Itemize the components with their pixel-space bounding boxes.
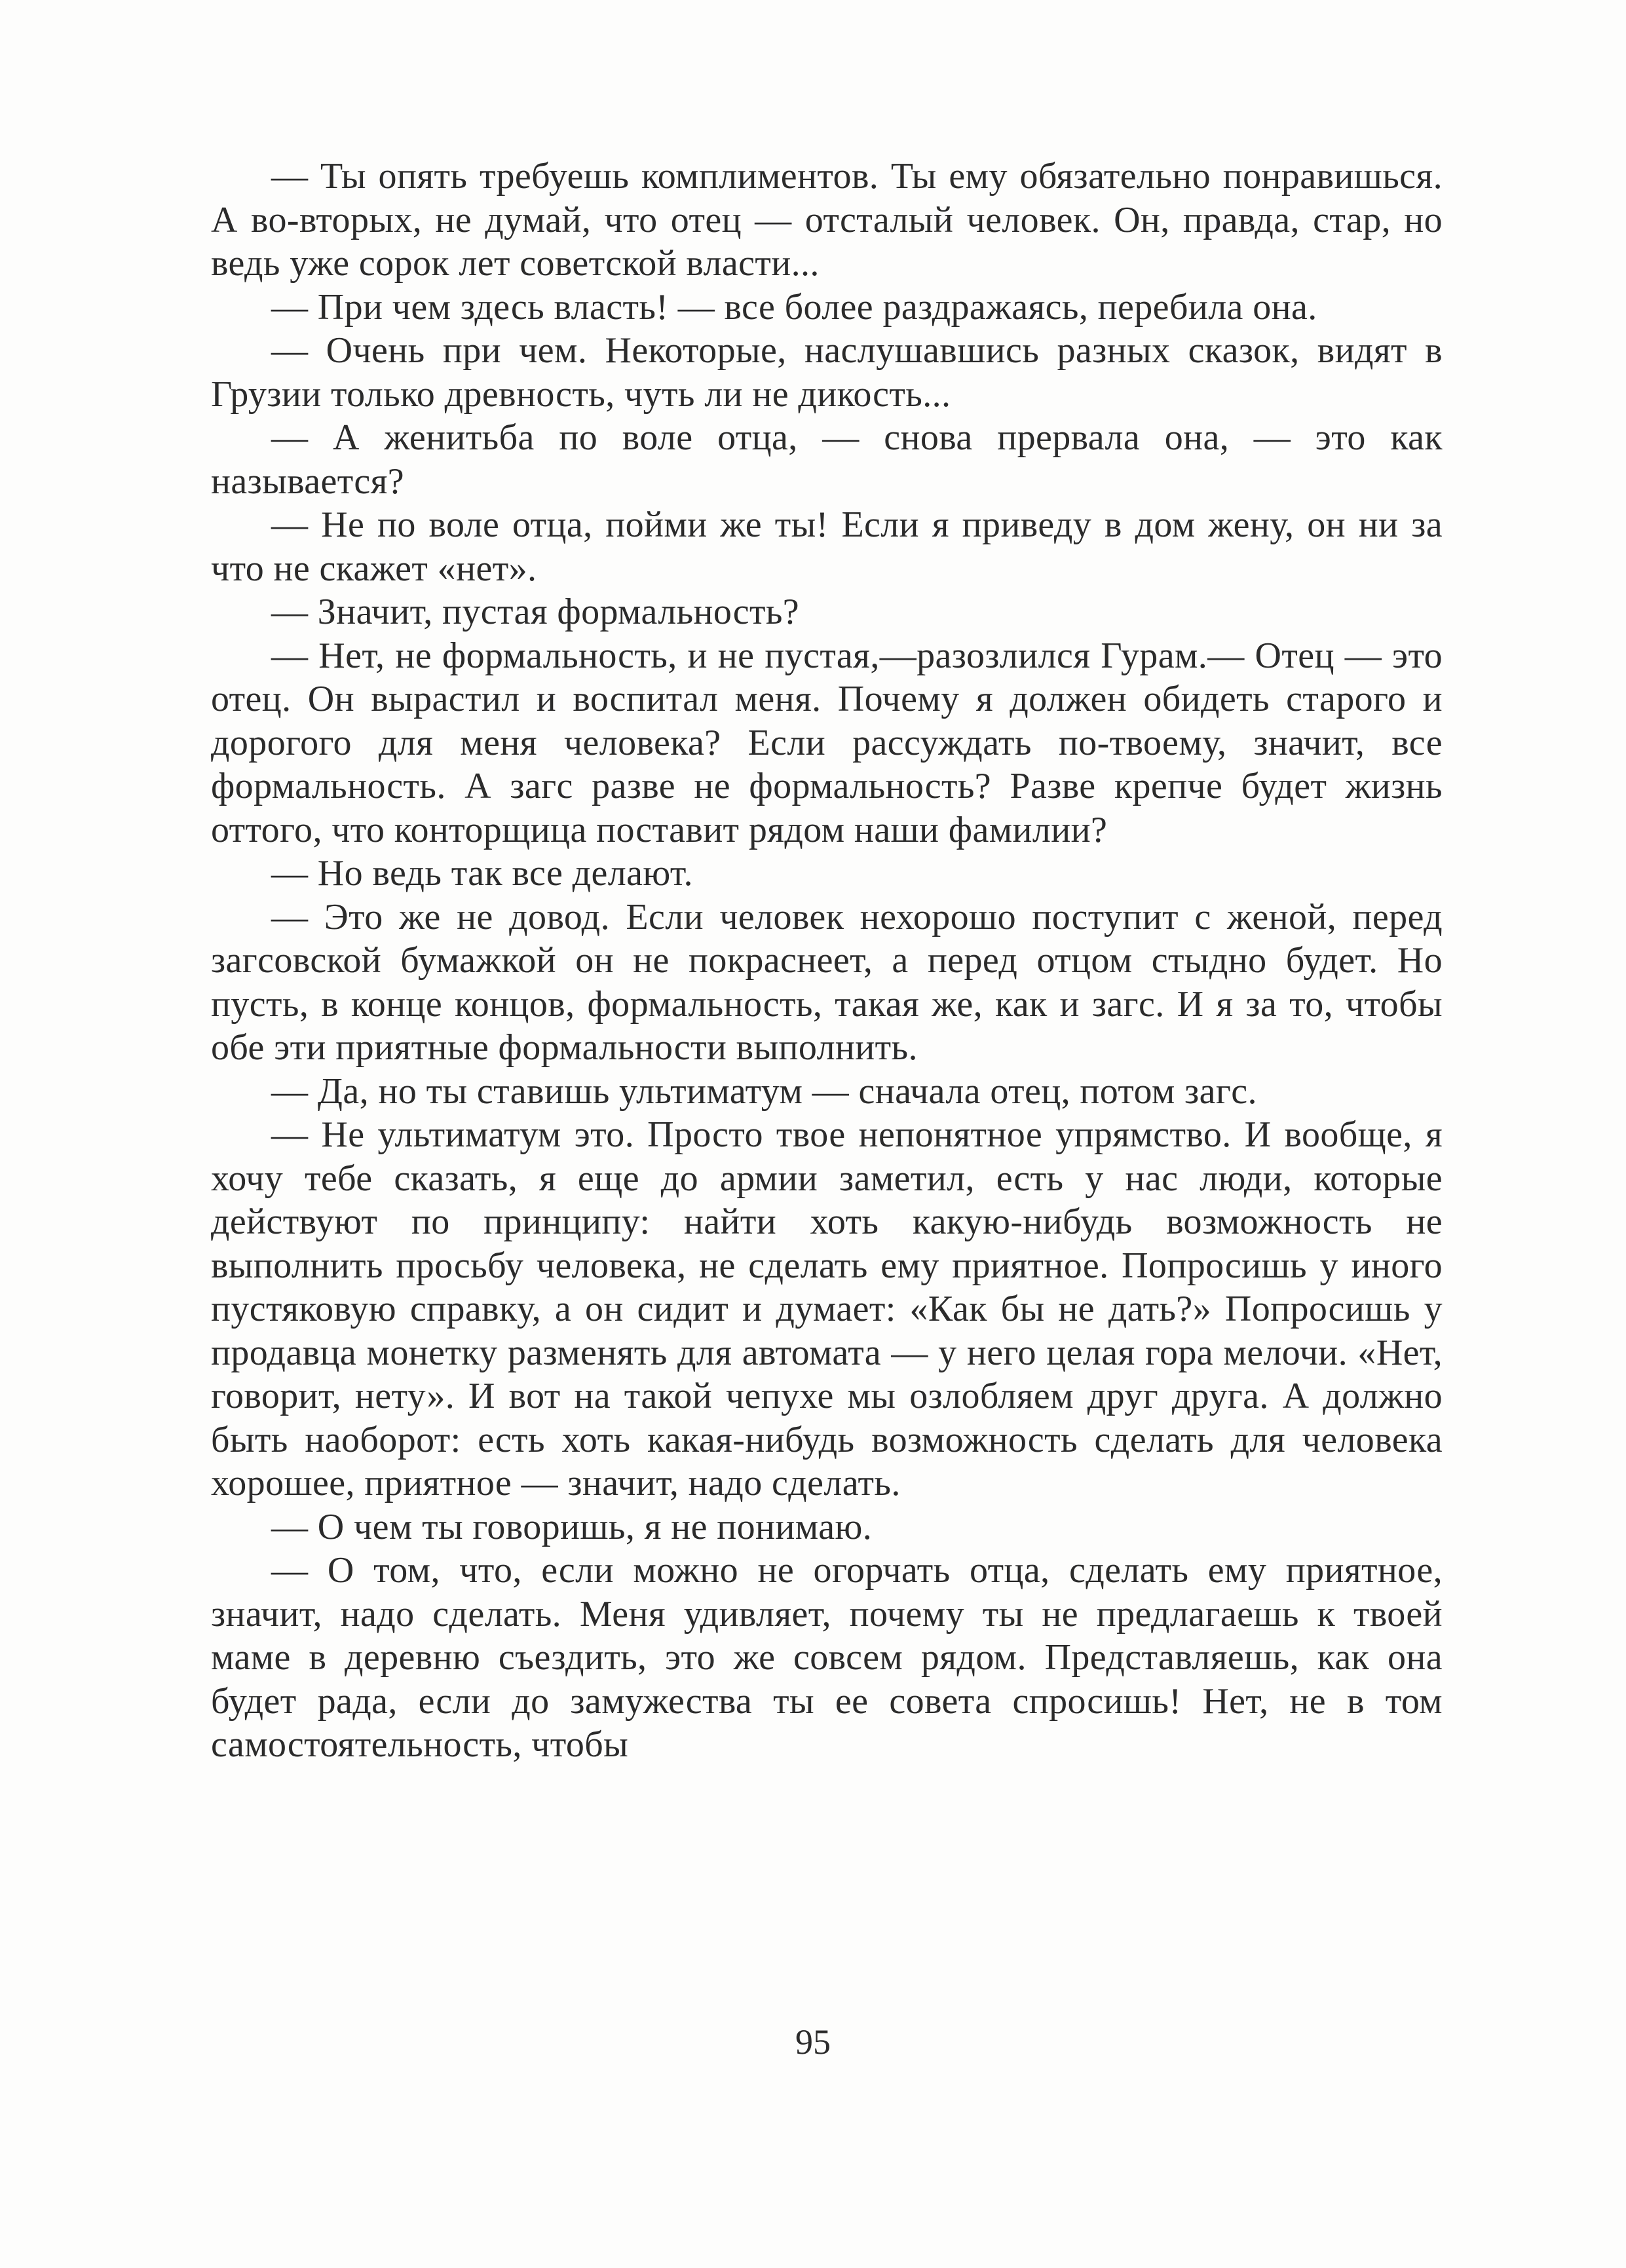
paragraph: — Не ультиматум это. Просто твое непонятное упрямство. И вообще, я хочу тебе сказать, я еще до армии заметил, есть у нас люди, которые действуют по принципу: найти хоть какую-нибудь возможность не выполнить просьбу человека, не сделать ему приятное. Попросишь у иного пустяковую справку, а он сидит и думает: «Как бы не дать?» Попросишь у продавца монетку разменять для автомата — у него целая гора мелочи. «Нет, говорит, нету». И вот на такой чепухе мы озлобляем друг друга. А должно быть наоборот: есть хоть какая-нибудь возможность сделать для человека хорошее, приятное — значит, надо сделать.	[211, 1114, 1443, 1503]
paragraph: — Но ведь так все делают.	[271, 853, 693, 894]
paragraph: — При чем здесь власть! — все более раздражаясь, перебила она.	[271, 286, 1317, 328]
paragraph: — О чем ты говоришь, я не понимаю.	[271, 1506, 873, 1547]
paragraph: — О том, что, если можно не огорчать отца, сделать ему приятное, значит, надо сделать. Меня удивляет, почему ты не предлагаешь к твоей маме в деревню съездить, это же совсем рядом. Представляешь, как она будет рада, если до замужества ты ее совета спросишь! Нет, не в том самостоятельность, чтобы	[211, 1550, 1443, 1765]
paragraph: — Ты опять требуешь комплиментов. Ты ему обязательно понравишься. А во-вторых, не думай, что отец — отсталый человек. Он, правда, стар, но ведь уже сорок лет советской власти...	[211, 156, 1443, 284]
paragraph: — Да, но ты ставишь ультиматум — сначала отец, потом загс.	[271, 1070, 1257, 1112]
paragraph: — Очень при чем. Некоторые, наслушавшись разных сказок, видят в Грузии только древность, чуть ли не дикость...	[211, 330, 1443, 415]
paragraph: — Не по воле отца, пойми же ты! Если я приведу в дом жену, он ни за что не скажет «нет».	[211, 504, 1443, 589]
paragraph: — А женитьба по воле отца, — снова прервала она, — это как называется?	[211, 417, 1443, 502]
body-text	[211, 155, 1443, 1767]
paragraph: — Нет, не формальность, и не пустая,—разозлился Гурам.— Отец — это отец. Он вырастил и воспитал меня. Почему я должен обидеть старого и дорогого для меня человека? Если рассуждать по-твоему, значит, все формальность. А загс разве не формальность? Разве крепче будет жизнь оттого, что конторщица поставит рядом наши фамилии?	[211, 635, 1443, 850]
paragraph: — Это же не довод. Если человек нехорошо поступит с женой, перед загсовской бумажкой он не покраснеет, а перед отцом стыдно будет. Но пусть, в конце концов, формальность, такая же, как и загс. И я за то, чтобы обе эти приятные формальности выполнить.	[211, 896, 1443, 1068]
page-number: 95	[795, 2022, 831, 2062]
paragraph: — Значит, пустая формальность?	[271, 592, 800, 632]
